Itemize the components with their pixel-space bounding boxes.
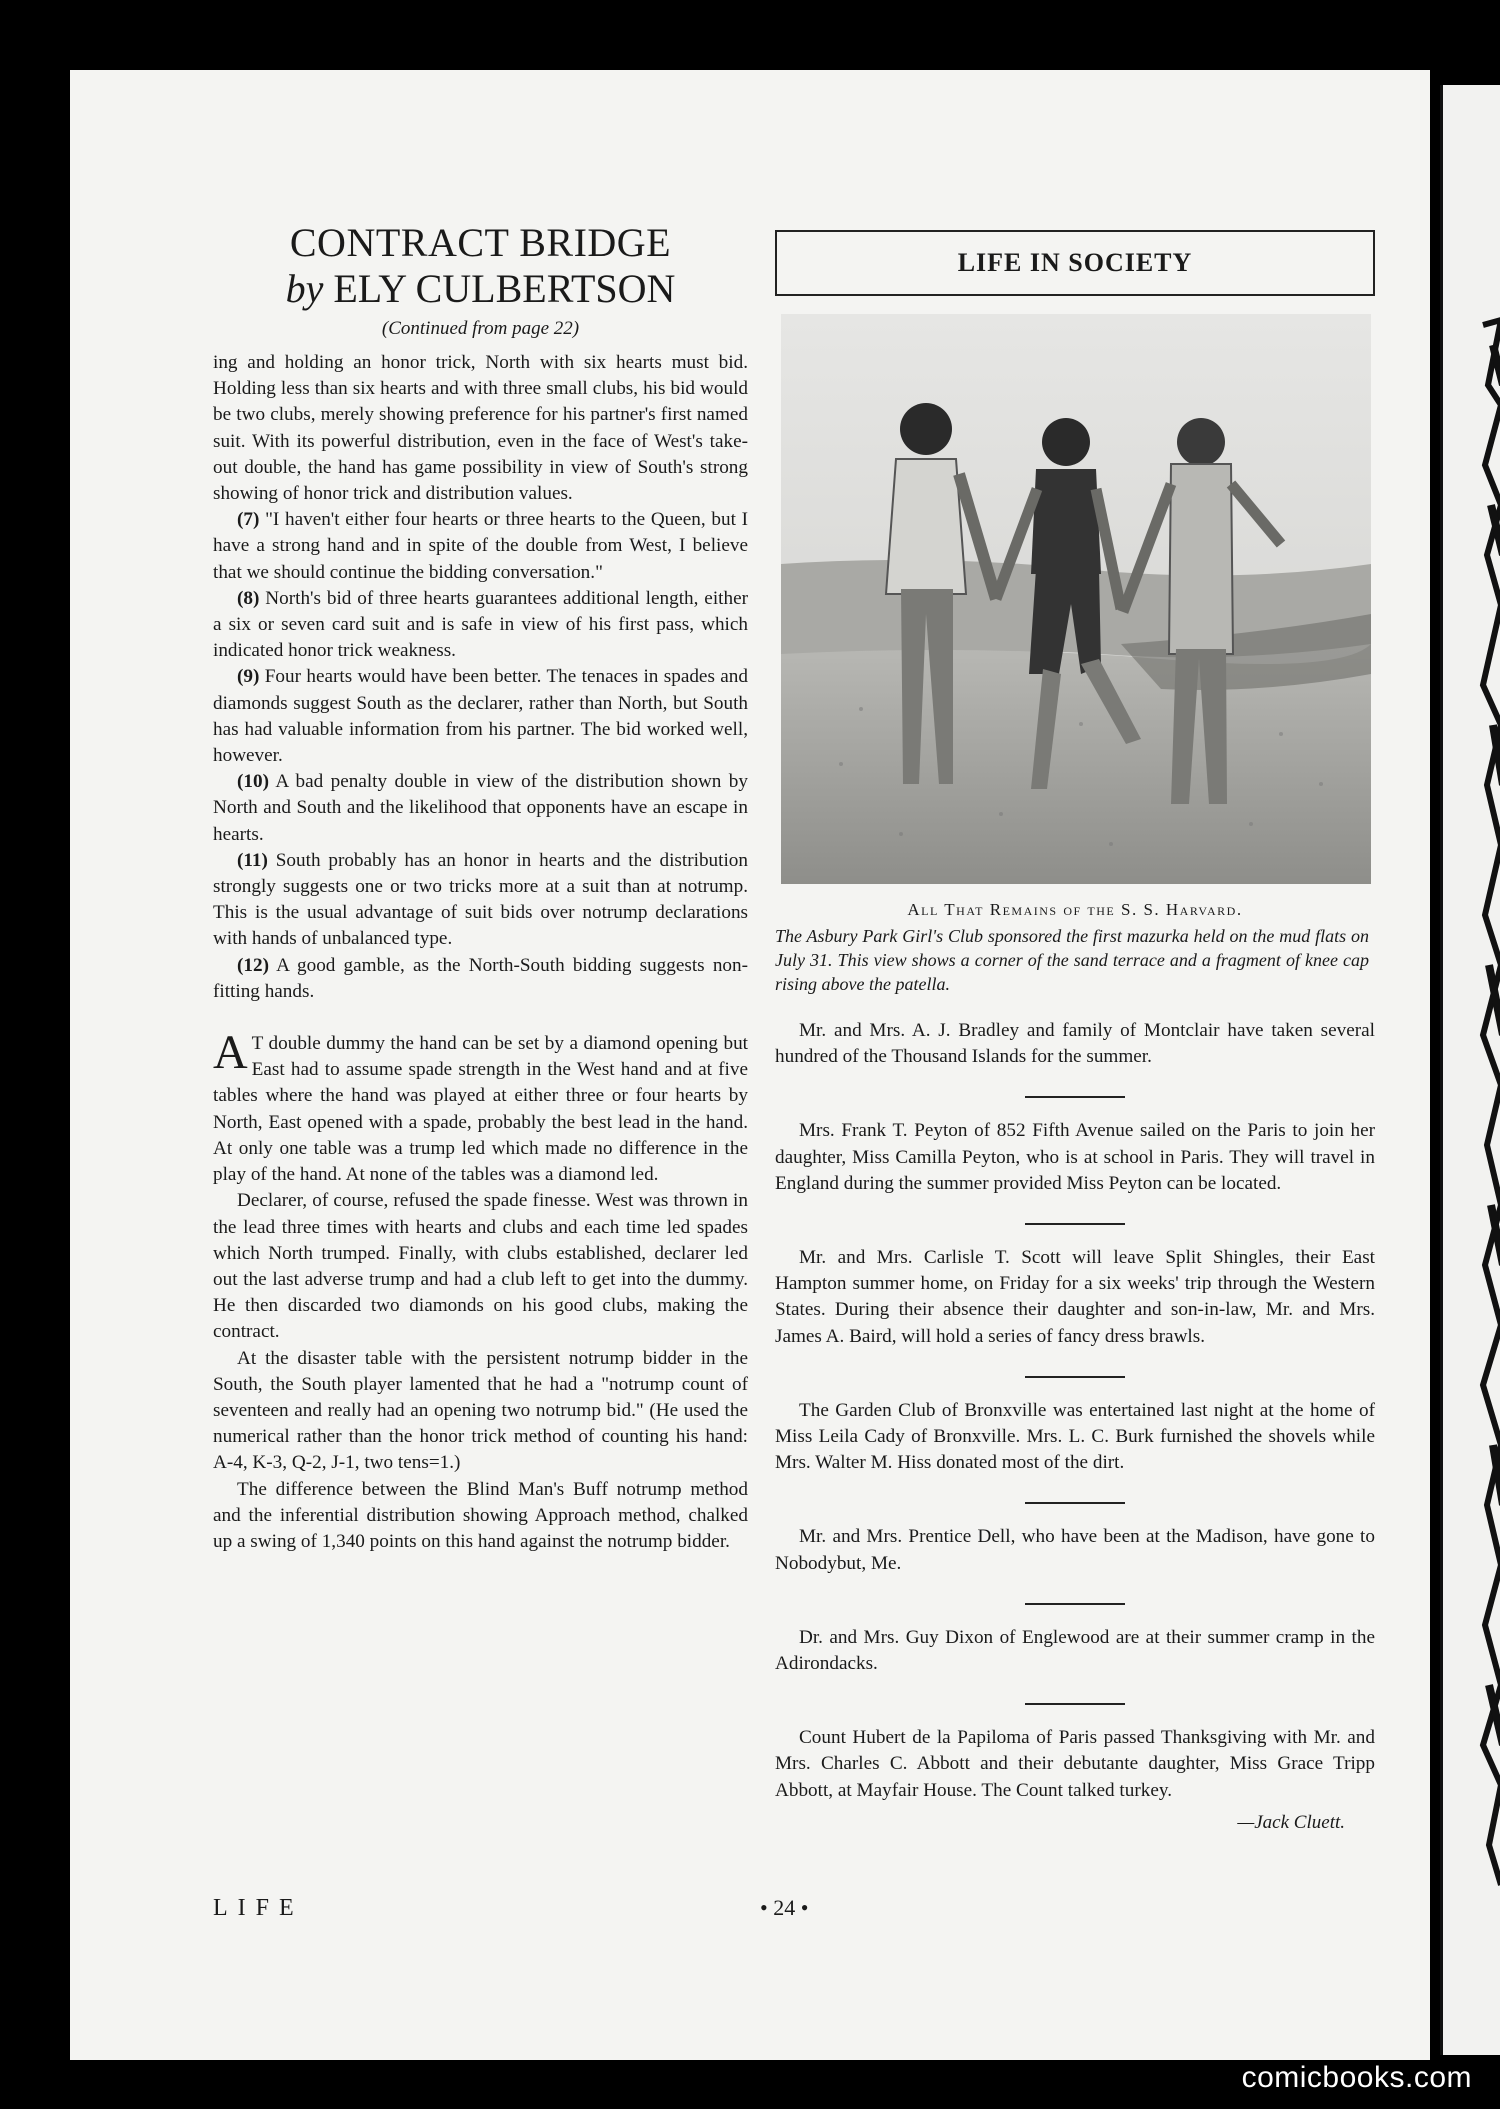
article-byline (213, 266, 748, 312)
byline-name: ELY CULBERTSON (323, 266, 676, 311)
paragraph (213, 1026, 748, 1188)
adjacent-page-illustration (1443, 85, 1500, 2055)
photo-caption-title: All That Remains of the S. S. Harvard. (907, 900, 1243, 919)
divider (1025, 1703, 1125, 1705)
paragraph-text: Four hearts would have been better. The tenaces in spades and diamonds suggest South as the declarer, rather than North, but South has had valuable information from his partner. The bid worked well, however. (213, 666, 748, 767)
three-women-beach-illustration (781, 314, 1371, 884)
divider (1025, 1096, 1125, 1098)
drop-cap: A (213, 1026, 248, 1080)
beach-photo (781, 314, 1371, 884)
paragraph-text: A good gamble, as the North-South bidding suggests non-fitting hands. (213, 954, 748, 1002)
divider (1025, 1502, 1125, 1504)
society-item: Dr. and Mrs. Guy Dixon of Englewood are at their summer cramp in the Adirondacks. (775, 1626, 1375, 1675)
paragraph-number: (8) (237, 587, 260, 609)
paragraph-number: (7) (237, 509, 260, 531)
paragraph: The difference between the Blind Man's Buff notrump method and the inferential distribution showing Approach method, chalked up a swing of 1,340 points on this hand against the notrump bidder. (213, 1478, 748, 1552)
bridge-column (213, 220, 748, 1555)
society-item: Mrs. Frank T. Peyton of 852 Fifth Avenue sailed on the Paris to join her daughter, Miss Camilla Peyton, who is at school in Paris. They will travel in England during the summer provided Miss Peyton can be located. (775, 1120, 1375, 1194)
paragraph-text: "I haven't either four hearts or three hearts to the Queen, but I have a strong hand and in spite of the double from West, I believe that we should continue the bidding conversation." (213, 509, 748, 583)
divider (1025, 1603, 1125, 1605)
society-item: Mr. and Mrs. A. J. Bradley and family of Montclair have taken several hundred of the Thousand Islands for the summer. (775, 1020, 1375, 1068)
paragraph (213, 350, 748, 507)
paragraph-number: (9) (237, 666, 260, 688)
adjacent-page-edge (1440, 85, 1500, 2055)
divider (1025, 1376, 1125, 1378)
article-headline: CONTRACT BRIDGE (289, 220, 672, 265)
watermark-text: comicbooks.com (1241, 2061, 1472, 2094)
paragraph (213, 848, 748, 953)
section-header: LIFE IN SOCIETY (775, 230, 1375, 296)
paragraph-text: ing and holding an honor trick, North with six hearts must bid. Holding less than six hearts and with three small clubs, his bid would be two clubs, merely showing preference for his partner's first named suit. With its powerful distribution, even in the face of West's take-out double, the hand has game possibility in view of South's strong showing of honor trick and distribution values. (213, 352, 748, 505)
byline-prefix: by (285, 266, 324, 311)
paragraph-number: (11) (237, 849, 268, 871)
section-break (213, 1005, 748, 1031)
paragraph (213, 586, 748, 665)
society-item: Mr. and Mrs. Prentice Dell, who have been at the Madison, have gone to Nobodybut, Me. (775, 1526, 1375, 1574)
bridge-body (213, 350, 748, 1555)
continued-text: (Continued from page 22) (381, 318, 580, 339)
paragraph-text: South probably has an honor in hearts and the distribution strongly suggests one or two tricks more at a suit than at notrump. This is the usual advantage of suit bids over notrump declarations with hands of unbalanced type. (213, 849, 748, 950)
society-item: Mr. and Mrs. Carlisle T. Scott will leave Split Shingles, their East Hampton summer home, on Friday for a six weeks' trip through the Western States. During their absence their daughter and son-in-law, Mr. and Mrs. James A. Baird, will hold a series of fancy dress brawls. (775, 1247, 1375, 1347)
paragraph-text: North's bid of three hearts guarantees additional length, either a six or seven card suit and is safe in view of his first pass, which indicated honor trick weakness. (213, 587, 748, 662)
paragraph-text: A bad penalty double in view of the distribution shown by North and South and the likelihood that opponents have an escape in hearts. (213, 771, 748, 845)
magazine-footer-title: LIFE (213, 1895, 304, 1921)
paragraph: At the disaster table with the persistent notrump bidder in the South, the South player lamented that he had a "notrump count of seventeen and really had an opening two notrump bid." (He used the numerical rather than the honor trick method of counting his hand: A-4, K-3, Q-2, J-1, two tens=1.) (213, 1347, 748, 1474)
paragraph-number: (12) (237, 954, 269, 976)
society-item: Count Hubert de la Papiloma of Paris passed Thanksgiving with Mr. and Mrs. Charles C. Abbott and their debutante daughter, Miss Grace Tripp Abbott, at Mayfair House. The Count talked turkey. (775, 1727, 1375, 1801)
continued-note (213, 318, 748, 340)
paragraph (213, 953, 748, 1005)
author-signature: —Jack Cluett. (1237, 1811, 1345, 1833)
page-number: • 24 • (760, 1895, 809, 1920)
paragraph-text: T double dummy the hand can be set by a diamond opening but East had to assume spade strength in the West hand and at five tables where the hand was played at either three or four hearts by North, East opened with a spade, probably the best lead in the hand. At only one table was a trump led which made no difference in the play of the hand. At none of the tables was a diamond led. (213, 1033, 748, 1186)
paragraph (213, 664, 748, 769)
paragraph (213, 769, 748, 848)
paragraph (213, 507, 748, 586)
society-item: The Garden Club of Bronxville was entertained last night at the home of Miss Leila Cady of Bronxville. Mrs. L. C. Burk furnished the shovels while Mrs. Walter M. Hiss donated most of the dirt. (775, 1399, 1375, 1474)
divider (1025, 1223, 1125, 1225)
photo-caption: The Asbury Park Girl's Club sponsored the first mazurka held on the mud flats on July 31. This view shows a corner of the sand terrace and a fragment of knee cap rising above the patella. (775, 926, 1369, 994)
paragraph-number: (10) (237, 771, 269, 793)
society-column (775, 230, 1375, 1834)
paragraph: Declarer, of course, refused the spade finesse. West was thrown in the lead three times with hearts and clubs and each time led spades which North trumped. Finally, with clubs established, declarer led out the last adverse trump and had a club left to get into the dummy. He then discarded two diamonds on his good clubs, making the contract. (213, 1190, 748, 1343)
